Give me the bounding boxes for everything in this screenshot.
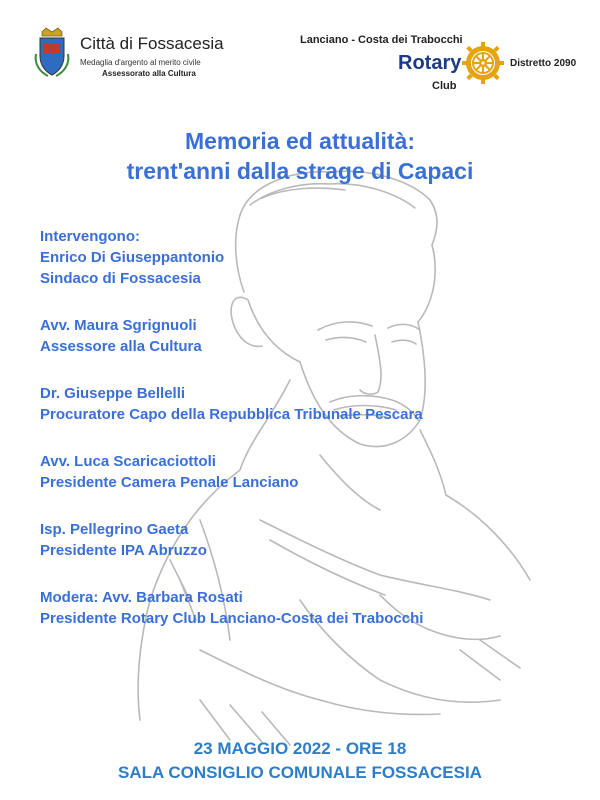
speaker-name: Isp. Pellegrino Gaeta xyxy=(40,521,189,538)
rotary-wheel-icon xyxy=(462,42,504,84)
moderator-role: Presidente Rotary Club Lanciano-Costa dei Trabocchi xyxy=(40,610,424,627)
event-title xyxy=(0,126,600,186)
rotary-name: Rotary xyxy=(398,52,462,74)
speaker-name: Enrico Di Giuseppantonio xyxy=(40,249,225,266)
speaker-role: Procuratore Capo della Repubblica Tribunale Pescara xyxy=(40,406,423,423)
moderator-name: Modera: Avv. Barbara Rosati xyxy=(40,589,243,606)
rotary-district: Distretto 2090 xyxy=(510,58,577,69)
rotary-location: Lanciano - Costa dei Trabocchi xyxy=(300,34,463,46)
speaker-role: Presidente Camera Penale Lanciano xyxy=(40,474,299,491)
event-date: 23 MAGGIO 2022 - ORE 18 xyxy=(193,739,407,758)
city-department: Assessorato alla Cultura xyxy=(102,69,196,78)
city-subtitle: Medaglia d'argento al merito civile xyxy=(80,58,201,67)
event-details xyxy=(0,737,600,785)
title-line-2: trent'anni dalla strage di Capaci xyxy=(126,158,474,184)
speakers-intro: Intervengono: xyxy=(40,228,140,245)
speaker-role: Assessore alla Cultura xyxy=(40,338,202,355)
city-name: Città di Fossacesia xyxy=(80,34,224,53)
speaker-role: Presidente IPA Abruzzo xyxy=(40,542,207,559)
speaker-name: Avv. Maura Sgrignuoli xyxy=(40,317,197,334)
speaker-name: Dr. Giuseppe Bellelli xyxy=(40,385,186,402)
rotary-header xyxy=(300,28,585,98)
title-line-1: Memoria ed attualità: xyxy=(184,128,416,154)
event-venue: SALA CONSIGLIO COMUNALE FOSSACESIA xyxy=(118,763,482,782)
rotary-club-label: Club xyxy=(432,80,457,92)
municipal-crest-icon xyxy=(32,26,72,78)
speaker-role: Sindaco di Fossacesia xyxy=(40,270,201,287)
speaker-name: Avv. Luca Scaricaciottoli xyxy=(40,453,216,470)
speakers-list xyxy=(40,226,580,629)
city-header xyxy=(28,22,278,92)
